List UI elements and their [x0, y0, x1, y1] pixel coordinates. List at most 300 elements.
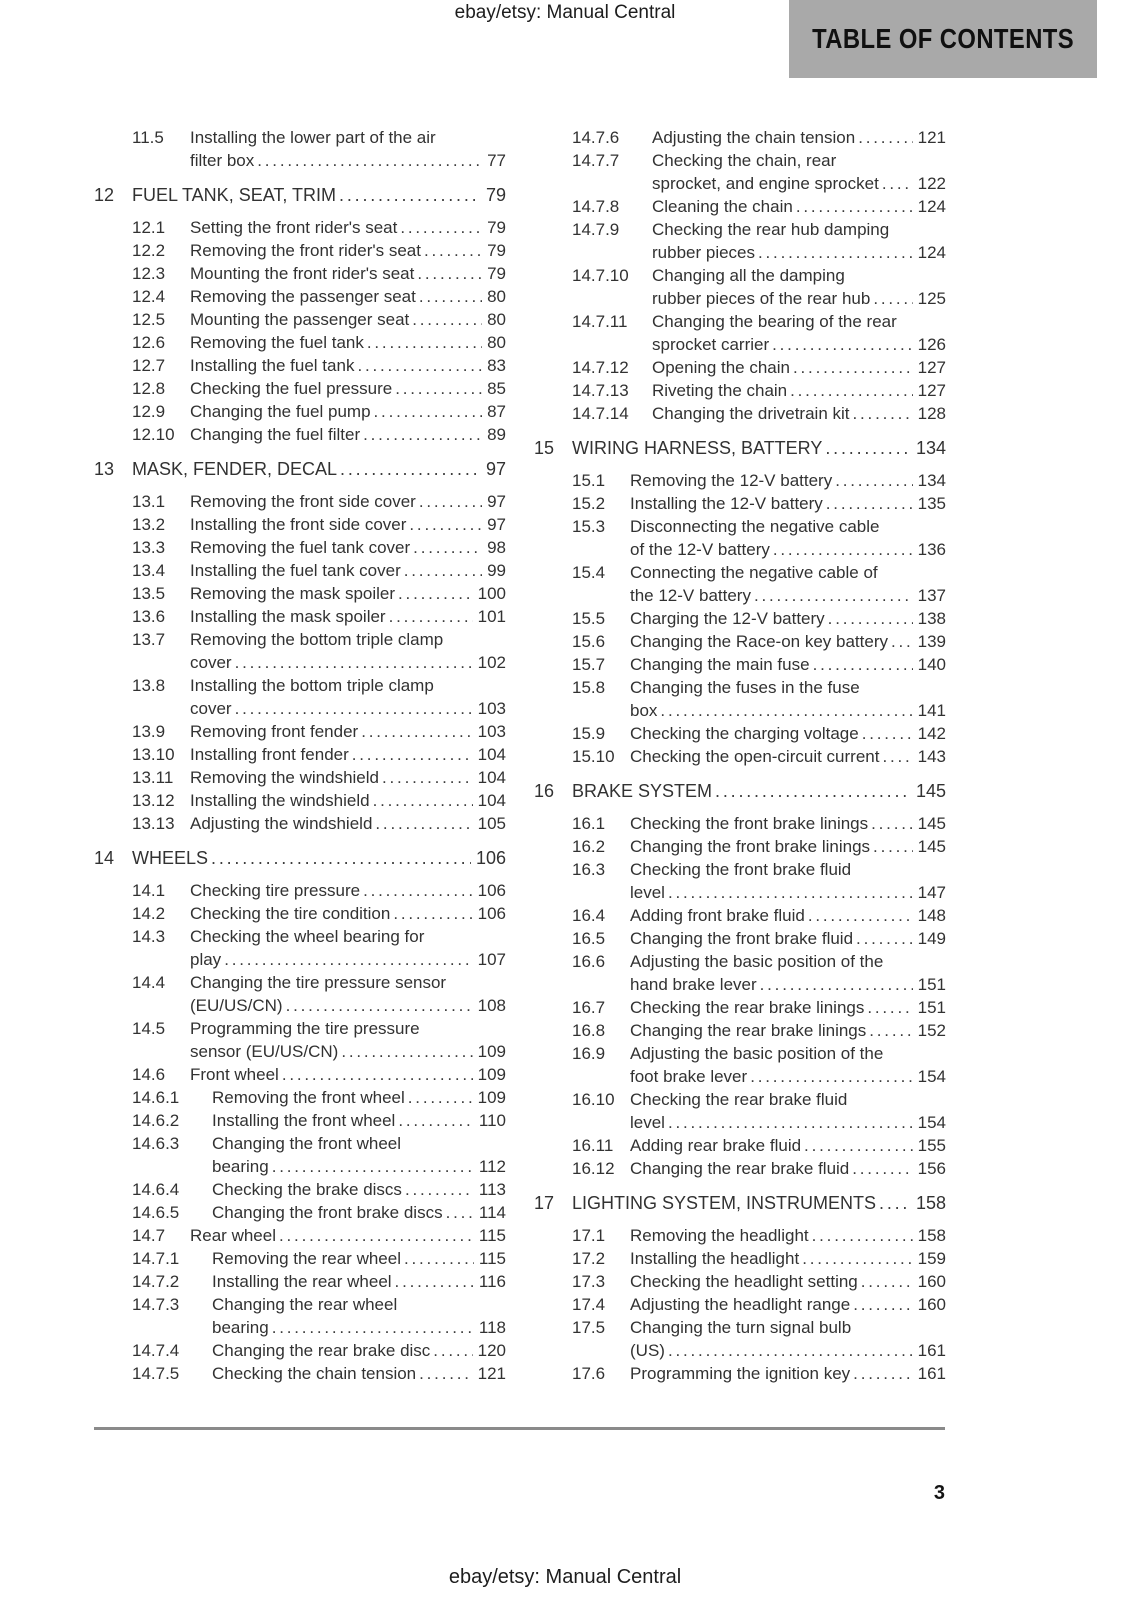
toc-entry: [132, 789, 506, 812]
entry-number: 14.6.2: [132, 1111, 180, 1130]
entry-number: 12: [94, 185, 115, 205]
toc-entry: [572, 264, 946, 310]
entry-page-number: 101: [477, 607, 506, 626]
footer-divider: [94, 1427, 945, 1430]
entry-page-number: 160: [917, 1295, 946, 1314]
toc-entry: [572, 653, 946, 676]
dot-leader: [871, 812, 912, 835]
toc-entry: [572, 745, 946, 768]
entry-last-line: [212, 1109, 506, 1132]
entry-last-line: [652, 126, 946, 149]
entry-body: [212, 1362, 506, 1385]
entry-title-line: Changing the rear wheel: [212, 1295, 398, 1314]
entry-title-line: Checking the wheel bearing for: [190, 927, 425, 946]
entry-title: play: [190, 950, 222, 969]
toc-entry: [572, 1270, 946, 1293]
toc-entry: [572, 195, 946, 218]
entry-last-line: [190, 1224, 506, 1247]
entry-last-line: [212, 1339, 506, 1362]
entry-title: Mounting the front rider's seat: [190, 264, 415, 283]
entry-number: 14.6: [132, 1065, 166, 1084]
toc-entry: [132, 216, 506, 239]
entry-page-number: 103: [477, 699, 506, 718]
entry-body: [190, 400, 506, 423]
entry-last-line: [652, 195, 946, 218]
entry-title: Front wheel: [190, 1065, 279, 1084]
entry-title: level: [630, 1113, 665, 1132]
entry-body: [630, 1362, 946, 1385]
toc-entry: [572, 858, 946, 904]
dot-leader: [286, 994, 473, 1017]
page-number: 3: [933, 1482, 945, 1504]
entry-body: [630, 1088, 946, 1134]
entry-title-line: Installing the lower part of the air: [190, 128, 436, 147]
dot-leader: [858, 126, 912, 149]
toc-entry: [572, 492, 946, 515]
entry-page-number: 79: [487, 218, 506, 237]
entry-last-line: [190, 651, 506, 674]
entry-number: 14.6.4: [132, 1180, 180, 1199]
toc-section-heading: [534, 437, 946, 460]
toc-entry: [572, 835, 946, 858]
entry-body: [132, 847, 506, 870]
entry-number: 14.7.10: [572, 266, 629, 285]
entry-body: [190, 1063, 506, 1086]
toc-entry: [132, 331, 506, 354]
entry-title: BRAKE SYSTEM: [572, 781, 713, 801]
entry-title-line: Adjusting the basic position of the: [630, 952, 884, 971]
entry-title: bearing: [212, 1318, 269, 1337]
entry-last-line: [212, 1362, 506, 1385]
entry-last-line: [630, 1362, 946, 1385]
toc-entry: [572, 722, 946, 745]
entry-last-line: [132, 184, 506, 207]
toc-entry: [572, 149, 946, 195]
entry-body: [630, 492, 946, 515]
entry-title: Checking the fuel pressure: [190, 379, 393, 398]
entry-body: [190, 925, 506, 971]
toc-entry: [132, 536, 506, 559]
dot-leader: [382, 766, 473, 789]
entry-title-line: Disconnecting the negative cable: [630, 517, 880, 536]
entry-title: Changing the rear brake linings: [630, 1021, 867, 1040]
entry-page-number: 147: [917, 883, 946, 902]
entry-page-number: 104: [477, 791, 506, 810]
entry-body: [190, 812, 506, 835]
dot-leader: [374, 400, 483, 423]
entry-title: WIRING HARNESS, BATTERY: [572, 438, 823, 458]
entry-last-line: [190, 902, 506, 925]
entry-title: Charging the 12-V battery: [630, 609, 825, 628]
entry-title: box: [630, 701, 658, 720]
entry-body: [630, 1134, 946, 1157]
entry-page-number: 100: [477, 584, 506, 603]
entry-title: Removing the front wheel: [212, 1088, 405, 1107]
entry-body: [190, 262, 506, 285]
entry-body: [212, 1201, 506, 1224]
dot-leader: [224, 948, 472, 971]
entry-body: [190, 331, 506, 354]
entry-number: 14.7: [132, 1226, 166, 1245]
entry-title: Checking the brake discs: [212, 1180, 402, 1199]
dot-leader: [853, 1362, 912, 1385]
entry-number: 13.2: [132, 515, 166, 534]
entry-number: 14.3: [132, 927, 166, 946]
entry-number: 12.9: [132, 402, 166, 421]
dot-leader: [361, 720, 472, 743]
entry-number: 16.6: [572, 952, 606, 971]
entry-title: Installing front fender: [190, 745, 349, 764]
entry-page-number: 114: [478, 1203, 506, 1222]
entry-last-line: [190, 239, 506, 262]
entry-number: 13.7: [132, 630, 166, 649]
entry-last-line: [630, 653, 946, 676]
entry-title: Checking the front brake linings: [630, 814, 869, 833]
dot-leader: [802, 1247, 912, 1270]
entry-last-line: [190, 879, 506, 902]
toc-entry: [132, 1270, 506, 1293]
entry-number: 13.3: [132, 538, 166, 557]
entry-title: Removing the front rider's seat: [190, 241, 421, 260]
entry-number: 15.2: [572, 494, 606, 513]
dot-leader: [398, 1109, 474, 1132]
entry-title: MASK, FENDER, DECAL: [132, 459, 338, 479]
entry-body: [132, 184, 506, 207]
dot-leader: [790, 379, 912, 402]
entry-number: 14.7.9: [572, 220, 620, 239]
entry-title: Installing the fuel tank: [190, 356, 355, 375]
entry-last-line: [190, 789, 506, 812]
entry-body: [630, 927, 946, 950]
toc-entry: [132, 1247, 506, 1270]
entry-page-number: 122: [917, 174, 946, 193]
dot-leader: [861, 1270, 913, 1293]
dot-leader: [813, 653, 913, 676]
entry-page-number: 103: [477, 722, 506, 741]
toc-entry: [572, 126, 946, 149]
dot-leader: [796, 195, 913, 218]
entry-body: [212, 1178, 506, 1201]
toc-entry: [572, 1157, 946, 1180]
toc-entry: [572, 630, 946, 653]
entry-last-line: [132, 847, 506, 870]
dot-leader: [772, 333, 912, 356]
toc-entry: [132, 239, 506, 262]
entry-body: [630, 950, 946, 996]
entry-title: Changing the drivetrain kit: [652, 404, 850, 423]
entry-last-line: [132, 458, 506, 481]
dot-leader: [825, 437, 911, 460]
entry-page-number: 109: [477, 1065, 506, 1084]
entry-title: filter box: [190, 151, 255, 170]
entry-number: 13.8: [132, 676, 166, 695]
dot-leader: [400, 216, 482, 239]
entry-page-number: 120: [477, 1341, 506, 1360]
entry-number: 17.5: [572, 1318, 606, 1337]
entry-number: 13.12: [132, 791, 175, 810]
dot-leader: [367, 331, 482, 354]
toc-entry: [132, 1224, 506, 1247]
entry-title: Installing the 12-V battery: [630, 494, 823, 513]
entry-page-number: 116: [478, 1272, 506, 1291]
entry-title-line: Checking the front brake fluid: [630, 860, 852, 879]
toc-entry: [132, 925, 506, 971]
toc-banner: [789, 0, 1097, 78]
entry-body: [190, 308, 506, 331]
entry-number: 12.4: [132, 287, 166, 306]
entry-page-number: 139: [917, 632, 946, 651]
entry-title: bearing: [212, 1157, 269, 1176]
entry-title-line: Connecting the negative cable of: [630, 563, 878, 582]
entry-last-line: [630, 607, 946, 630]
entry-number: 13.9: [132, 722, 166, 741]
dot-leader: [660, 699, 912, 722]
entry-body: [572, 1192, 946, 1215]
entry-number: 16.7: [572, 998, 606, 1017]
entry-number: 14.5: [132, 1019, 166, 1038]
entry-number: 14.7.7: [572, 151, 620, 170]
dot-leader: [856, 927, 913, 950]
entry-title-line: Changing the bearing of the rear: [652, 312, 897, 331]
toc-entry: [132, 354, 506, 377]
entry-title: Installing the front wheel: [212, 1111, 396, 1130]
entry-title: Removing the mask spoiler: [190, 584, 396, 603]
toc-entry: [132, 1017, 506, 1063]
toc-entry: [132, 812, 506, 835]
entry-title: Changing the main fuse: [630, 655, 810, 674]
entry-number: 12.1: [132, 218, 166, 237]
entry-page-number: 135: [917, 494, 946, 513]
dot-leader: [419, 490, 482, 513]
entry-body: [652, 218, 946, 264]
toc-entry: [572, 218, 946, 264]
entry-body: [190, 1017, 506, 1063]
entry-number: 13.13: [132, 814, 175, 833]
dot-leader: [750, 1065, 912, 1088]
entry-number: 14.7.12: [572, 358, 629, 377]
entry-number: 16.1: [572, 814, 606, 833]
entry-page-number: 134: [915, 438, 946, 458]
entry-page-number: 77: [487, 151, 506, 170]
entry-page-number: 106: [475, 848, 506, 868]
entry-title: Removing the passenger seat: [190, 287, 416, 306]
entry-title: (EU/US/CN): [190, 996, 283, 1015]
entry-body: [190, 789, 506, 812]
entry-body: [630, 607, 946, 630]
toc-entry: [132, 262, 506, 285]
entry-page-number: 79: [487, 241, 506, 260]
entry-body: [132, 458, 506, 481]
entry-page-number: 109: [477, 1088, 506, 1107]
entry-body: [630, 1270, 946, 1293]
entry-body: [190, 423, 506, 446]
entry-title: Changing the front brake linings: [630, 837, 871, 856]
entry-number: 12.3: [132, 264, 166, 283]
entry-title-line: Programming the tire pressure: [190, 1019, 420, 1038]
dot-leader: [211, 847, 471, 870]
toc-section-heading: [94, 184, 506, 207]
entry-body: [630, 1316, 946, 1362]
dot-leader: [272, 1155, 474, 1178]
entry-title: foot brake lever: [630, 1067, 748, 1086]
entry-last-line: [630, 469, 946, 492]
dot-leader: [352, 743, 473, 766]
entry-page-number: 80: [487, 310, 506, 329]
dot-leader: [754, 584, 913, 607]
entry-page-number: 143: [917, 747, 946, 766]
entry-number: 17.2: [572, 1249, 606, 1268]
entry-number: 13: [94, 459, 115, 479]
entry-last-line: [190, 559, 506, 582]
entry-last-line: [190, 308, 506, 331]
entry-page-number: 105: [477, 814, 506, 833]
entry-body: [630, 469, 946, 492]
entry-body: [652, 310, 946, 356]
toc-entry: [572, 379, 946, 402]
entry-page-number: 85: [487, 379, 506, 398]
entry-last-line: [630, 1270, 946, 1293]
entry-last-line: [190, 423, 506, 446]
entry-number: 16.12: [572, 1159, 615, 1178]
toc-entry: [132, 1362, 506, 1385]
entry-number: 16.3: [572, 860, 606, 879]
toc-entry: [132, 377, 506, 400]
entry-title: Installing the rear wheel: [212, 1272, 392, 1291]
entry-body: [190, 628, 506, 674]
entry-title: hand brake lever: [630, 975, 757, 994]
entry-last-line: [190, 490, 506, 513]
entry-last-line: [190, 697, 506, 720]
dot-leader: [873, 287, 912, 310]
entry-number: 14: [94, 848, 115, 868]
entry-title: Installing the mask spoiler: [190, 607, 386, 626]
entry-number: 12.2: [132, 241, 166, 260]
entry-title: Adding front brake fluid: [630, 906, 805, 925]
entry-title-line: Removing the bottom triple clamp: [190, 630, 444, 649]
dot-leader: [413, 536, 482, 559]
entry-title: Checking the headlight setting: [630, 1272, 858, 1291]
entry-page-number: 125: [917, 289, 946, 308]
entry-title-line: Adjusting the basic position of the: [630, 1044, 884, 1063]
toc-entry: [132, 971, 506, 1017]
dot-leader: [395, 1270, 474, 1293]
toc-entry: [572, 1316, 946, 1362]
toc-entry: [572, 927, 946, 950]
entry-title: Setting the front rider's seat: [190, 218, 398, 237]
entry-page-number: 89: [487, 425, 506, 444]
entry-title: FUEL TANK, SEAT, TRIM: [132, 185, 337, 205]
entry-number: 16.4: [572, 906, 606, 925]
toc-entry: [132, 628, 506, 674]
dot-leader: [404, 559, 482, 582]
entry-number: 15.4: [572, 563, 606, 582]
entry-page-number: 158: [917, 1226, 946, 1245]
toc-entry: [132, 1201, 506, 1224]
toc-entry: [132, 720, 506, 743]
entry-title-line: Changing the tire pressure sensor: [190, 973, 447, 992]
entry-page-number: 115: [478, 1226, 506, 1245]
dot-leader: [282, 1063, 473, 1086]
entry-title: Checking the chain tension: [212, 1364, 417, 1383]
entry-body: [190, 879, 506, 902]
entry-page-number: 110: [478, 1111, 506, 1130]
toc-section-heading: [94, 847, 506, 870]
entry-page-number: 156: [917, 1159, 946, 1178]
entry-number: 14.1: [132, 881, 166, 900]
entry-page-number: 115: [478, 1249, 506, 1268]
entry-number: 15: [534, 438, 555, 458]
entry-body: [212, 1109, 506, 1132]
entry-last-line: [630, 927, 946, 950]
dot-leader: [882, 745, 912, 768]
dot-leader: [235, 651, 473, 674]
entry-title: Riveting the chain: [652, 381, 788, 400]
toc-entry: [132, 490, 506, 513]
entry-last-line: [212, 1270, 506, 1293]
toc-section-heading: [534, 1192, 946, 1215]
entry-last-line: [212, 1316, 506, 1339]
toc-column-right: [534, 126, 946, 1385]
toc-entry: [572, 1019, 946, 1042]
entry-body: [652, 379, 946, 402]
entry-body: [190, 126, 506, 172]
entry-last-line: [630, 1247, 946, 1270]
entry-number: 12.6: [132, 333, 166, 352]
entry-number: 14.7.4: [132, 1341, 180, 1360]
entry-last-line: [630, 699, 946, 722]
entry-body: [630, 676, 946, 722]
entry-body: [212, 1270, 506, 1293]
entry-title: rubber pieces: [652, 243, 756, 262]
entry-page-number: 124: [917, 197, 946, 216]
entry-last-line: [652, 379, 946, 402]
entry-title: Adjusting the windshield: [190, 814, 373, 833]
dot-leader: [363, 423, 482, 446]
entry-body: [190, 766, 506, 789]
entry-number: 15.6: [572, 632, 606, 651]
entry-last-line: [190, 354, 506, 377]
entry-number: 14.7.13: [572, 381, 629, 400]
toc-entry: [572, 950, 946, 996]
dot-leader: [357, 354, 482, 377]
dot-leader: [869, 1019, 912, 1042]
entry-last-line: [190, 331, 506, 354]
entry-number: 14.7.14: [572, 404, 629, 423]
dot-leader: [891, 630, 913, 653]
entry-body: [190, 582, 506, 605]
entry-last-line: [190, 994, 506, 1017]
entry-page-number: 79: [485, 185, 506, 205]
entry-number: 13.5: [132, 584, 166, 603]
entry-body: [190, 1224, 506, 1247]
entry-last-line: [630, 745, 946, 768]
entry-page-number: 145: [917, 837, 946, 856]
dot-leader: [758, 241, 913, 264]
entry-page-number: 127: [917, 381, 946, 400]
dot-leader: [419, 1362, 472, 1385]
toc-entry: [572, 1247, 946, 1270]
entry-last-line: [190, 812, 506, 835]
dot-leader: [808, 904, 913, 927]
entry-last-line: [212, 1178, 506, 1201]
entry-number: 14.7.11: [572, 312, 628, 331]
entry-page-number: 142: [917, 724, 946, 743]
dot-leader: [715, 780, 911, 803]
dot-leader: [773, 538, 913, 561]
entry-title: WHEELS: [132, 848, 209, 868]
toc-entry: [132, 605, 506, 628]
entry-page-number: 138: [917, 609, 946, 628]
